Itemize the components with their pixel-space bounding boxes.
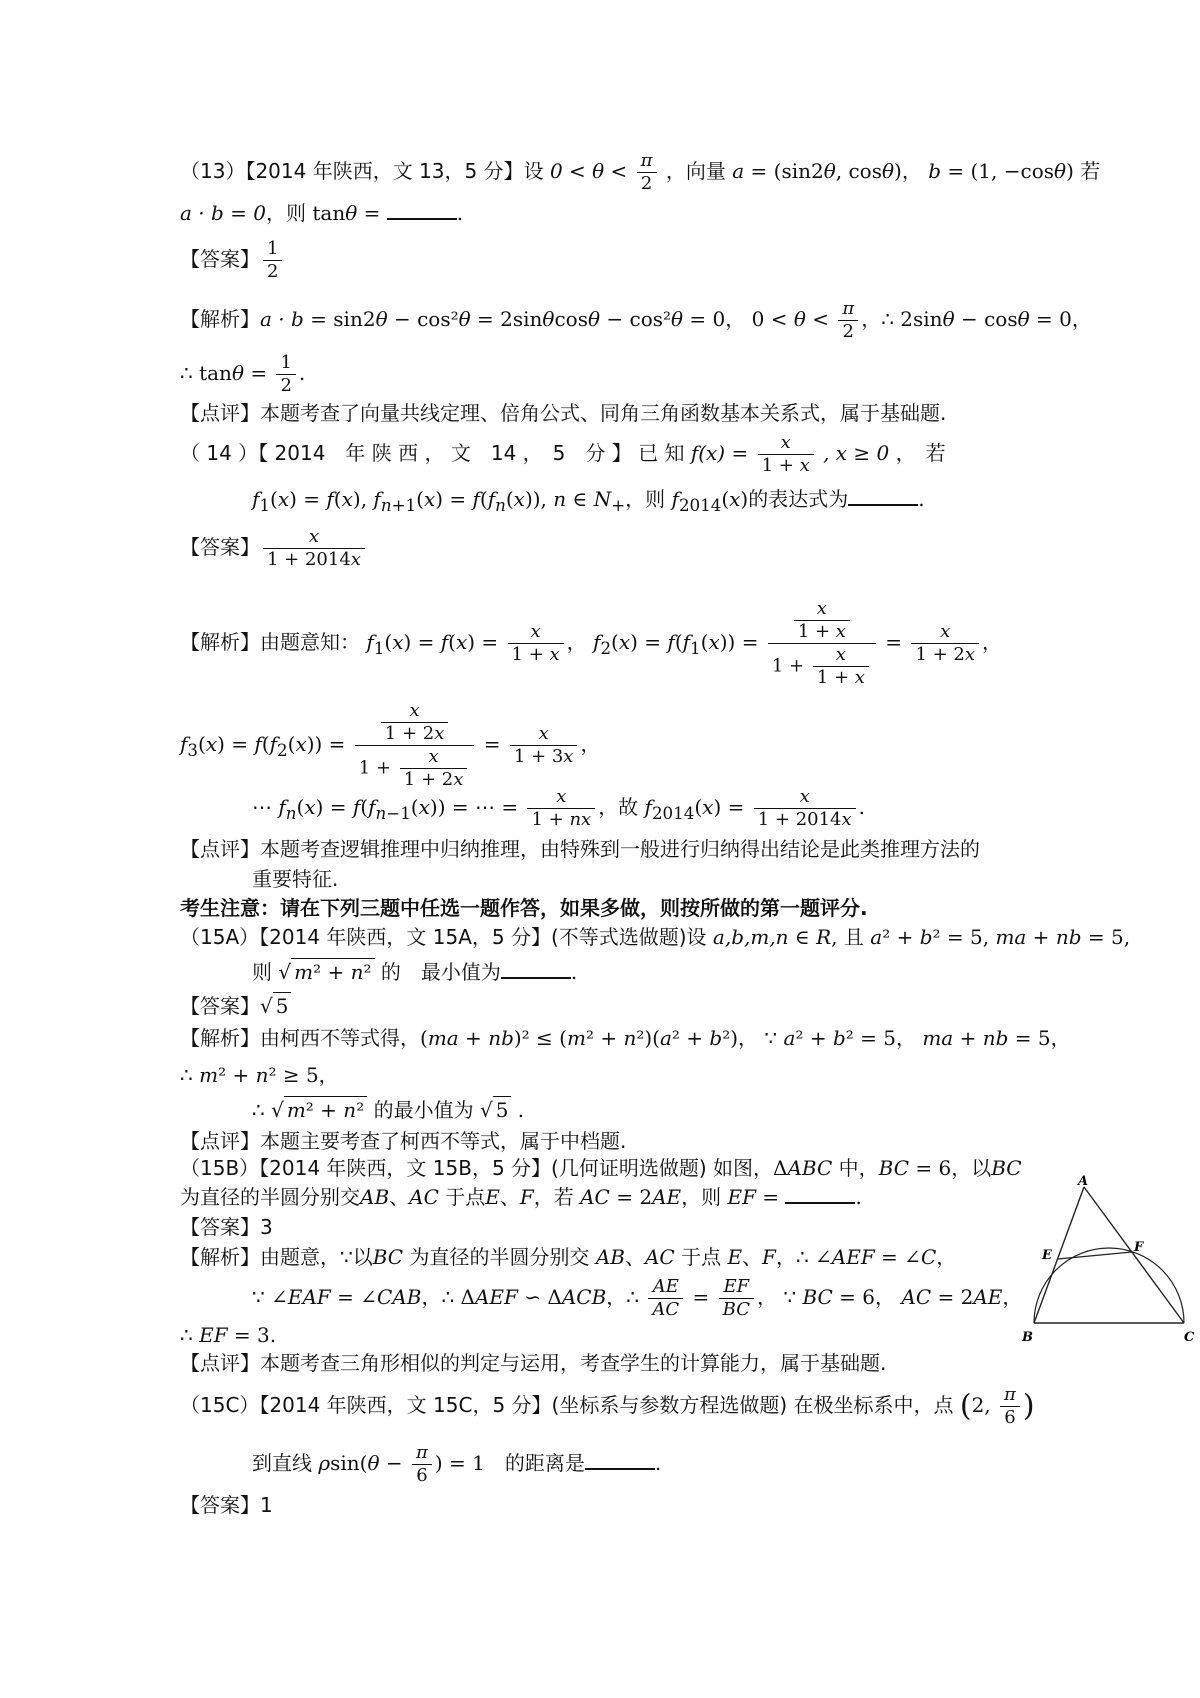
answer-blank bbox=[785, 1184, 855, 1204]
q15b-comment: 【点评】本题考查三角形相似的判定与运用，考查学生的计算能力，属于基础题. bbox=[180, 1351, 887, 1375]
answer-blank bbox=[501, 959, 571, 979]
answer-blank bbox=[848, 486, 918, 506]
q15c-line-1: （15C）【2014 年陕西，文 15C，5 分】(坐标系与参数方程选做题) 在极坐标系中，点 (2, $\frac{\pi}{6}$ ) bbox=[180, 1384, 1035, 1428]
label-b: B bbox=[1022, 1330, 1033, 1345]
exam-notice: 考生注意：请在下列三题中任选一题作答，如果多做，则按所做的第一题评分. bbox=[180, 896, 868, 920]
q13-analysis-2: ∴ tanθ = $\frac{1}{2}$ . bbox=[180, 352, 306, 396]
q14-answer: 【答案】 $\frac{x}{1 + 2014x}$ bbox=[180, 526, 368, 571]
q15b-analysis-2: ∵ ∠EAF = ∠CAB，∴ ΔAEF ∽ ΔACB，∴ $\frac{AE}{AC}$ = $\frac{EF}{BC}$ ， ∵ BC = 6， AC = 2AE， bbox=[252, 1276, 1023, 1320]
q15b-analysis-3: ∴ EF = 3. bbox=[180, 1323, 277, 1347]
q13-line-2: a · b = 0，则 tanθ = . bbox=[180, 201, 464, 225]
q15c-line-2: 到直线 ρsin(θ − $\frac{\pi}{6}$ ) = 1 的距离是 . bbox=[252, 1442, 662, 1486]
q15a-analysis-3: ∴ √ m² + n² 的最小值为 √ 5 . bbox=[252, 1098, 525, 1122]
label-f: F bbox=[1134, 1240, 1144, 1255]
q13-analysis-1: 【解析】a · b = sin2θ − cos²θ = 2sinθcosθ − cos²θ = 0， 0 < θ < $\frac{\pi}{2}$ ，∴ 2sinθ − cosθ = 0， bbox=[180, 298, 1092, 342]
q15a-line-2: 则 √ m² + n² 的 最小值为 . bbox=[252, 960, 578, 984]
line-text-q14-ana-3 bbox=[180, 800, 211, 801]
line-text-q15c-2 bbox=[180, 1456, 201, 1457]
label-a: A bbox=[1078, 1175, 1089, 1189]
q15b-line-2: 为直径的半圆分别交AB、AC 于点E、F，若 AC = 2AE，则 EF = . bbox=[180, 1185, 862, 1209]
q14-comment-2: 重要特征. bbox=[252, 867, 339, 891]
q14-analysis-1: 【解析】由题意知： $f_1(x) = f(x)$ = $\frac{x}{1 + x}$ ， $f_2(x) = f(f_1(x))$ = $\frac{x}{1 + x}$ 1 + $\frac{x}{1 + x}$ = $\frac{x}{1 + 2x}$ ， bbox=[180, 598, 1003, 688]
semicircle-arc bbox=[1034, 1248, 1184, 1323]
answer-blank bbox=[387, 200, 457, 220]
q14-line-1: （ 14 ）【 2014 年 陕 西 ， 文 14 ， 5 分 】 已 知 f(x) = $\frac{x}{1 + x}$ , x ≥ 0 ， 若 bbox=[180, 432, 946, 476]
q15b-answer: 【答案】3 bbox=[180, 1215, 273, 1239]
q15b-analysis-1: 【解析】由题意，∵以BC 为直径的半圆分别交 AB、AC 于点 E、F，∴ ∠AEF = ∠C， bbox=[180, 1245, 957, 1269]
q13-line-1: （13）【2014 年陕西，文 13，5 分】设 0 < θ < $\frac{\pi}{2}$ ，向量 a = (sin2θ, cosθ)， b = (1, −cosθ) 若 bbox=[180, 150, 1101, 194]
q14-analysis-3: ⋯ $f_n(x) = f(f_{n-1}(x))$ = ⋯ = $\frac{x}{1 + nx}$ ，故 $f_{2014}(x)$ = $\frac{x}{1 + 2014x}$ . bbox=[252, 786, 866, 830]
line-text-q14-2 bbox=[180, 496, 214, 497]
label-c: C bbox=[1184, 1330, 1195, 1345]
triangle-semicircle-figure bbox=[1020, 1175, 1200, 1345]
line-text-q15b-ana-2 bbox=[180, 1290, 221, 1291]
q15a-line-1: （15A）【2014 年陕西，文 15A，5 分】(不等式选做题)设 a,b,m,n ∈ R, 且 a² + b² = 5, ma + nb = 5, bbox=[180, 925, 1131, 949]
q15a-analysis-1: 【解析】由柯西不等式得，(ma + nb)² ≤ (m² + n²)(a² + b²)， ∵ a² + b² = 5， ma + nb = 5， bbox=[180, 1026, 1071, 1050]
q15a-answer: 【答案】√ 5 bbox=[180, 992, 291, 1019]
q14-line-2: $f_1(x) = f(x)$, $f_{n+1}(x) = f(f_n(x))$, n ∈ $N_+$，则 $f_{2014}(x)$的表达式为 . bbox=[252, 487, 925, 515]
label-e: E bbox=[1042, 1248, 1052, 1263]
q15a-comment: 【点评】本题主要考查了柯西不等式，属于中档题. bbox=[180, 1129, 627, 1153]
q14-analysis-2: $f_3(x) = f(f_2(x))$ = $\frac{x}{1 + 2x}$ 1 + $\frac{x}{1 + 2x}$ = $\frac{x}{1 + 3x}$ ， bbox=[180, 700, 601, 790]
q13-comment: 【点评】本题考查了向量共线定理、倍角公式、同角三角函数基本关系式，属于基础题. bbox=[180, 401, 947, 425]
line-text-q15a-ana-3 bbox=[180, 1104, 193, 1105]
q13-answer: 【答案】 $\frac{1}{2}$ bbox=[180, 238, 285, 283]
q14-comment-1: 【点评】本题考查逻辑推理中归纳推理，由特殊到一般进行归纳得出结论是此类推理方法的 bbox=[180, 837, 980, 861]
q15a-analysis-2: ∴ m² + n² ≥ 5， bbox=[180, 1063, 339, 1087]
line-text-q14-comment-2 bbox=[180, 874, 184, 875]
chord-ef bbox=[1058, 1252, 1132, 1259]
answer-blank bbox=[585, 1450, 655, 1470]
line-text-q15a-2 bbox=[180, 966, 197, 967]
q15c-answer: 【答案】1 bbox=[180, 1493, 273, 1517]
q15b-line-1: （15B）【2014 年陕西，文 15B，5 分】(几何证明选做题) 如图，ΔABC 中，BC = 6，以BC bbox=[180, 1156, 1022, 1180]
